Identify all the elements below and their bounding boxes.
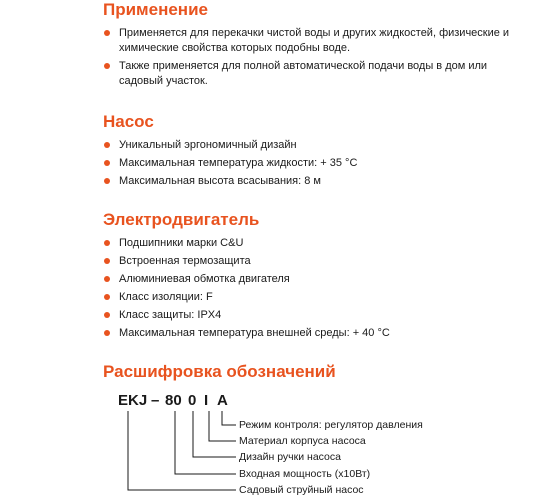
list-item: Встроенная термозащита	[103, 254, 519, 269]
section-title: Насос	[103, 112, 154, 131]
connector-line	[193, 411, 236, 457]
legend-item: Входная мощность (x10Вт)	[239, 468, 371, 480]
list-item: Максимальная температура жидкости: + 35 °С	[103, 156, 519, 171]
model-code-part: –	[151, 392, 160, 409]
connector-line	[222, 411, 236, 425]
list-item: Применяется для перекачки чистой воды и других жидкостей, физические и химические свойства которых подобны воде.	[103, 26, 519, 56]
legend-item: Материал корпуса насоса	[239, 435, 366, 447]
list-item: Класс изоляции: F	[103, 290, 519, 305]
list-item: Максимальная высота всасывания: 8 м	[103, 174, 519, 189]
list-item: Уникальный эргономичный дизайн	[103, 138, 519, 153]
list-item: Класс защиты: IPX4	[103, 308, 519, 323]
decode-title: Расшифровка обозначений	[103, 362, 336, 381]
legend-item: Режим контроля: регулятор давления	[239, 419, 423, 431]
list-item: Алюминиевая обмотка двигателя	[103, 272, 519, 287]
section-title: Электродвигатель	[103, 210, 260, 229]
model-code-part: 0	[188, 392, 197, 409]
model-code-part: I	[204, 392, 209, 409]
legend-item: Дизайн ручки насоса	[239, 451, 341, 463]
connector-line	[128, 411, 236, 490]
list-item: Подшипники марки C&U	[103, 236, 519, 251]
model-code-part: EKJ	[118, 392, 148, 409]
model-code-part: A	[217, 392, 228, 409]
list-item: Максимальная температура внешней среды: + 40 °С	[103, 326, 519, 341]
list-item: Также применяется для полной автоматической подачи воды в дом или садовый участок.	[103, 59, 519, 89]
section-title: Применение	[103, 0, 208, 19]
legend-item: Садовый струйный насос	[239, 484, 364, 496]
connector-line	[175, 411, 236, 474]
model-code-part: 80	[165, 392, 182, 409]
